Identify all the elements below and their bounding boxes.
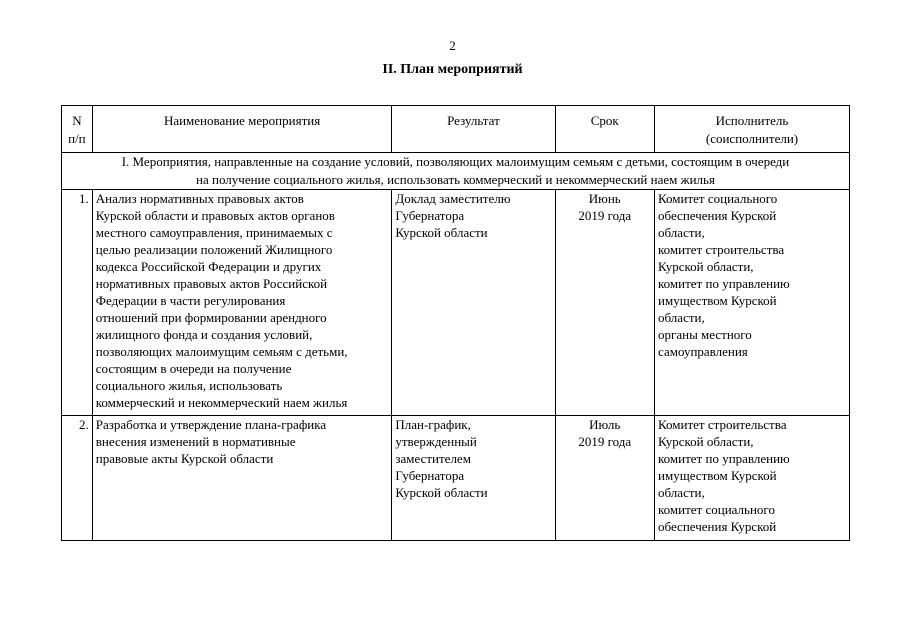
row-number: 2. — [62, 416, 93, 541]
row-executor-line: самоуправления — [658, 344, 748, 359]
row-executor-line: Комитет социального — [658, 191, 778, 206]
row-term — [555, 416, 655, 541]
header-number-line: п/п — [68, 131, 86, 146]
row-result-line: Губернатора — [395, 208, 465, 223]
row-name-line: состоящим в очереди на получение — [95, 361, 292, 376]
row-result-line: заместителем — [395, 451, 471, 466]
row-executor-line: Курской области, — [658, 434, 754, 449]
row-name-line: нормативных правовых актов Российской — [95, 276, 328, 291]
row-executor-line: области, — [658, 225, 705, 240]
header-name: Наименование мероприятия — [92, 106, 392, 153]
table-row — [62, 416, 850, 541]
row-executor-line: комитет строительства — [658, 242, 785, 257]
header-executor — [655, 106, 850, 153]
row-result-line: План-график, — [395, 417, 471, 432]
header-number — [62, 106, 93, 153]
header-executor-line: (соисполнители) — [705, 131, 799, 146]
section-title-line: I. Мероприятия, направленные на создание условий, позволяющих малоимущим семьям с детьми, состоящим в очереди — [121, 154, 790, 169]
table-row — [62, 190, 850, 416]
row-executor-line: комитет по управлению — [658, 451, 790, 466]
header-executor-line: Исполнитель — [715, 113, 789, 128]
row-executor — [655, 190, 850, 416]
row-executor-line: органы местного — [658, 327, 752, 342]
table-header-row — [62, 106, 850, 153]
row-name-line: Анализ нормативных правовых актов — [95, 191, 304, 206]
row-name-line: местного самоуправления, принимаемых с — [95, 225, 333, 240]
row-result — [392, 190, 555, 416]
row-name-line: коммерческий и некоммерческий наем жилья — [95, 395, 348, 410]
section-title — [62, 153, 850, 190]
row-term-line: 2019 года — [578, 434, 632, 449]
section-title-line: на получение социального жилья, использовать коммерческий и некоммерческий наем жилья — [196, 172, 715, 187]
row-name — [92, 190, 392, 416]
row-name-line: жилищного фонда и создания условий, — [95, 327, 313, 342]
row-name-line: социального жилья, использовать — [95, 378, 283, 393]
row-term-line: Июль — [589, 417, 621, 432]
row-executor-line: области, — [658, 310, 705, 325]
row-name-line: отношений при формировании арендного — [95, 310, 327, 325]
row-name-line: кодекса Российской Федерации и других — [95, 259, 322, 274]
row-result-line: Доклад заместителю — [395, 191, 511, 206]
row-term-line: Июнь — [588, 191, 621, 206]
row-executor-line: имуществом Курской — [658, 293, 777, 308]
row-name-line: целью реализации положений Жилищного — [95, 242, 333, 257]
row-result — [392, 416, 555, 541]
row-term — [555, 190, 655, 416]
row-executor-line: Курской области, — [658, 259, 754, 274]
row-name — [92, 416, 392, 541]
row-name-line: внесения изменений в нормативные — [95, 434, 296, 449]
header-number-line: N — [72, 113, 82, 128]
row-executor-line: области, — [658, 485, 705, 500]
row-executor-line: имуществом Курской — [658, 468, 777, 483]
row-name-line: Курской области и правовых актов органов — [95, 208, 335, 223]
section-row — [62, 153, 850, 190]
row-executor — [655, 416, 850, 541]
header-result: Результат — [392, 106, 555, 153]
row-result-line: Курской области — [395, 485, 488, 500]
row-executor-line: обеспечения Курской — [658, 208, 777, 223]
row-executor-line: обеспечения Курской — [658, 519, 777, 534]
row-number: 1. — [62, 190, 93, 416]
row-result-line: Курской области — [395, 225, 488, 240]
section-heading: II. План мероприятий — [382, 62, 523, 77]
row-result-line: Губернатора — [395, 468, 465, 483]
row-name-line: позволяющих малоимущим семьям с детьми, — [95, 344, 348, 359]
row-executor-line: Комитет строительства — [658, 417, 787, 432]
row-executor-line: комитет социального — [658, 502, 775, 517]
row-result-line: утвержденный — [395, 434, 477, 449]
plan-table — [61, 105, 850, 541]
page-number: 2 — [449, 38, 456, 53]
row-term-line: 2019 года — [578, 208, 632, 223]
header-term: Срок — [555, 106, 655, 153]
row-name-line: правовые акты Курской области — [95, 451, 274, 466]
row-executor-line: комитет по управлению — [658, 276, 790, 291]
row-name-line: Федерации в части регулирования — [95, 293, 286, 308]
row-name-line: Разработка и утверждение плана-графика — [95, 417, 327, 432]
